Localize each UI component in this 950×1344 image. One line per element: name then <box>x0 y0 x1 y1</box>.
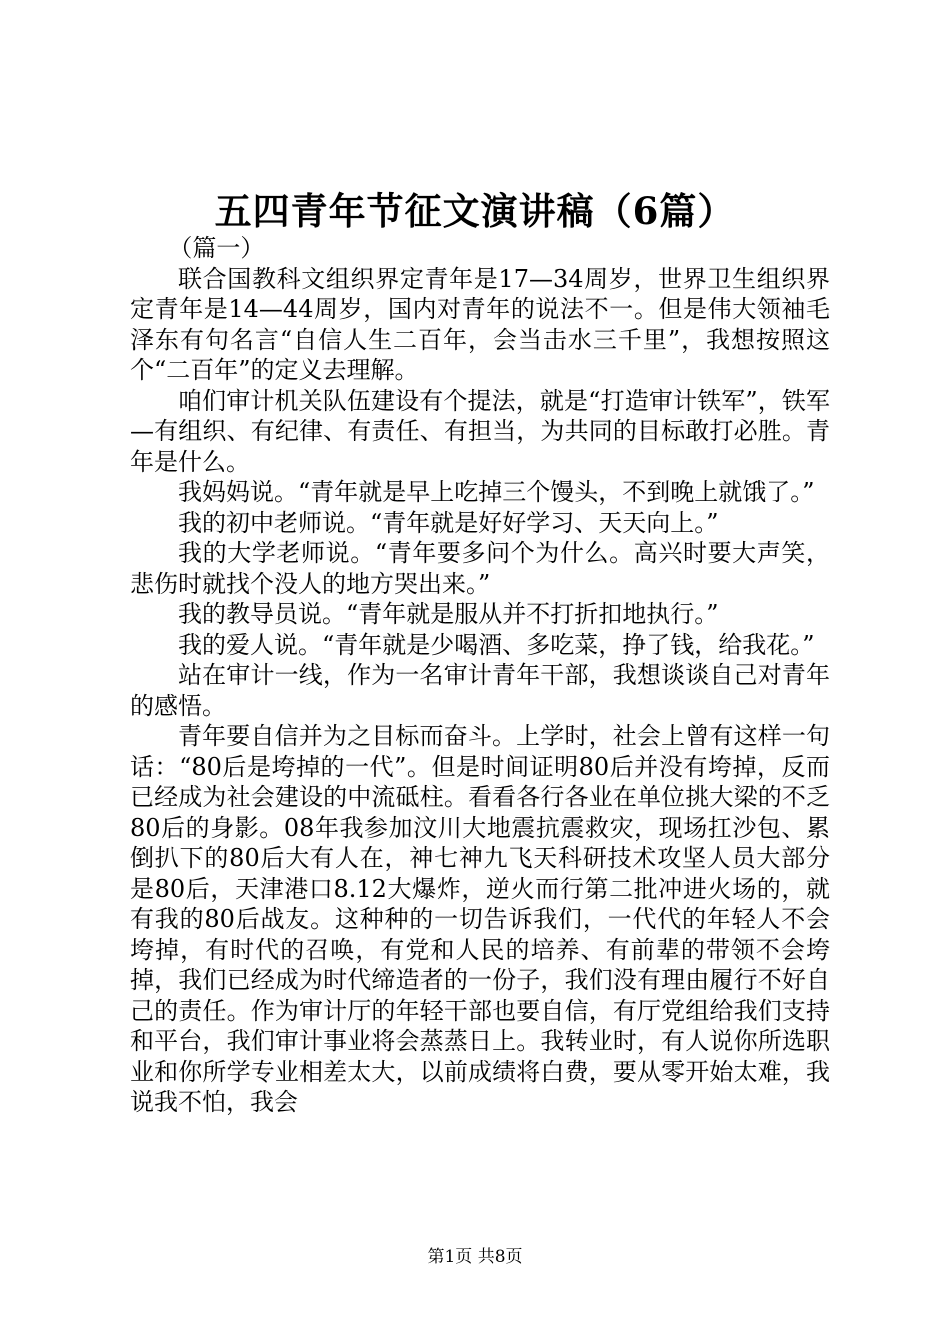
section-label: （篇一） <box>168 234 265 262</box>
paragraph: 我妈妈说。“青年就是早上吃掉三个馒头，不到晚上就饿了。” <box>178 478 815 506</box>
paragraph: 我的爱人说。“青年就是少喝酒、多吃菜，挣了钱，给我花。” <box>178 630 815 659</box>
paragraph: 我的初中老师说。“青年就是好好学习、天天向上。” <box>178 508 719 537</box>
paragraph: 我的大学老师说。“青年要多问个为什么。高兴时要大声笑，悲伤时就找个没人的地方哭出来。” <box>130 539 830 598</box>
paragraph: 我的教导员说。“青年就是服从并不打折扣地执行。” <box>178 600 719 628</box>
paragraph: 联合国教科文组织界定青年是17—34周岁，世界卫生组织界定青年是14—44周岁，国内对青年的说法不一。但是伟大领袖毛泽东有句名言“自信人生二百年，会当击水三千里”，我想按照这个“二百年”的定义去理解。 <box>130 264 830 384</box>
document-body <box>130 233 830 1118</box>
paragraph: 青年要自信并为之目标而奋斗。上学时，社会上曾有这样一句话：“80后是垮掉的一代”。但是时间证明80后并没有垮掉，反而已经成为社会建设的中流砥柱。看看各行各业在单位挑大梁的不乏80后的身影。08年我参加汶川大地震抗震救灾，现场扛沙包、累倒扒下的80后大有人在，神七神九飞天科研技术攻坚人员大部分是80后，天津港口8.12大爆炸，逆火而行第二批冲进火场的，就有我的80后战友。这种种的一切告诉我们，一代代的年轻人不会垮掉，有时代的召唤，有党和人民的培养、有前辈的带领不会垮掉，我们已经成为时代缔造者的一份子，我们没有理由履行不好自己的责任。作为审计厅的年轻干部也要自信，有厅党组给我们支持和平台，我们审计事业将会蒸蒸日上。我转业时，有人说你所选职业和你所学专业相差太大，以前成绩将白费，要从零开始太难，我说我不怕，我会 <box>130 722 830 1116</box>
document-title: 五四青年节征文演讲稿（6篇） <box>214 189 736 233</box>
page-footer: 第1页 共8页 <box>427 1247 523 1267</box>
paragraph: 咱们审计机关队伍建设有个提法，就是“打造审计铁军”，铁军—有组织、有纪律、有责任、有担当，为共同的目标敢打必胜。青年是什么。 <box>130 386 830 476</box>
paragraph: 站在审计一线，作为一名审计青年干部，我想谈谈自己对青年的感悟。 <box>130 661 830 720</box>
